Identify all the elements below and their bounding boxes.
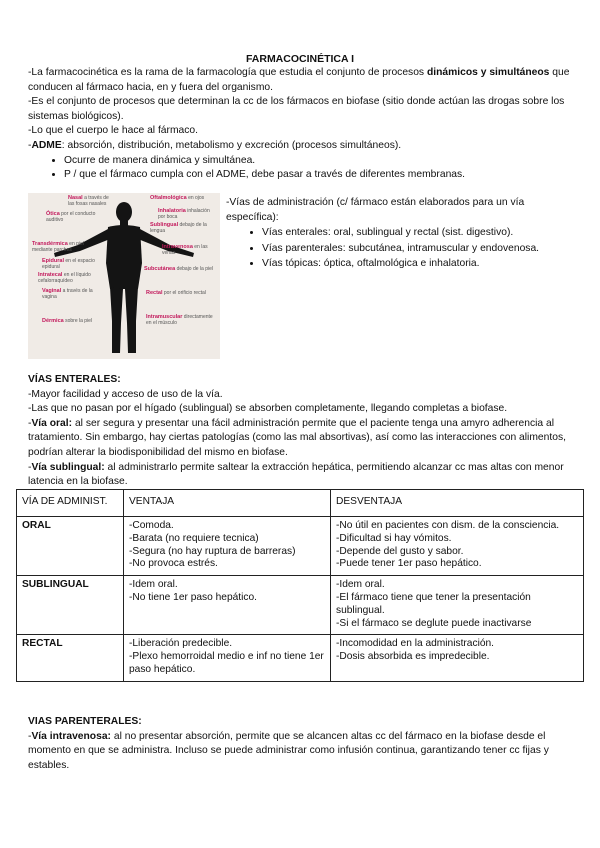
table-row xyxy=(17,576,584,635)
figure-label xyxy=(38,273,102,284)
ventaja-cell xyxy=(124,517,331,576)
figure-label xyxy=(150,196,216,202)
label-title: Sublingual xyxy=(150,222,179,228)
intro-text: : absorción, distribución, metabolismo y excreción (procesos simultáneos). xyxy=(61,139,402,151)
label-text: debajo de la piel xyxy=(176,266,213,272)
label-text: en las venas xyxy=(162,244,208,256)
label-title: Dérmica xyxy=(42,318,64,324)
paragraph-oral: -Vía oral: al ser segura y presentar una fácil administración permite que el paciente tenga una amyro adherencia al tratamiento. Sin embargo, hay ciertas patologías (como las mal absortivas), así como las interacciones con alimentos, podrían alterar la biodisponibilidad del mismo en biofase. xyxy=(28,417,566,458)
section-heading: VIAS PARENTERALES: xyxy=(28,716,142,727)
cell-line: -Dificultad si hay vómitos. xyxy=(336,532,452,544)
desventaja-cell xyxy=(331,517,584,576)
cell-line: -Incomodidad en la administración. xyxy=(336,638,494,650)
figure-label xyxy=(146,291,216,297)
via-cell xyxy=(17,635,124,681)
oral-text: al ser segura y presentar una fácil administración permite que el paciente tenga una amyro adherencia al tratamiento. Sin embargo, hay ciertas patologías (como las mal absortivas), así como las interacciones con alimentos, podrían alterar la biodisponibilidad del mismo en biofase. xyxy=(28,417,566,458)
paragraph: -Las que no pasan por el hígado (sublingual) se absorben completamente, llegando completas a biofase. xyxy=(28,403,508,415)
figure-label xyxy=(42,259,100,270)
parenterales-section xyxy=(28,715,576,773)
table-row xyxy=(17,635,584,681)
figure-label xyxy=(162,245,216,256)
label-title: Vaginal xyxy=(42,288,62,294)
label-title: Ótica xyxy=(46,211,60,217)
label-title: Intratecal xyxy=(38,272,63,278)
cell-line: -El fármaco tiene que tener la presentación sublingual. xyxy=(336,591,531,616)
intro-text: que conducen al fármaco hacia, en y fuera del organismo. xyxy=(28,67,570,93)
label-title: Subcutánea xyxy=(144,266,176,272)
cell-line: -No provoca estrés. xyxy=(129,558,218,570)
label-title: Intramuscular xyxy=(146,314,183,320)
vias-bullet-list xyxy=(226,225,576,271)
cell-line: -Plexo hemorroidal medio e inf no tiene 1er paso hepático. xyxy=(129,651,324,675)
desventaja-cell xyxy=(331,635,584,681)
cell-line: -No útil en pacientes con dism. de la consciencia. xyxy=(336,520,560,531)
label-title: Intravenosa xyxy=(162,244,193,250)
cell-line: -Segura (no hay ruptura de barreras) xyxy=(129,545,296,557)
cell-line: -Barata (no requiere tecnica) xyxy=(129,532,259,544)
label-title: Epidural xyxy=(42,258,65,264)
intro-paragraph-4 xyxy=(28,139,576,154)
cell-line: -Idem oral. xyxy=(336,579,385,591)
label-text: en piel mediante parches xyxy=(32,241,84,253)
figure-label xyxy=(68,196,116,207)
cell-line: -Idem oral. xyxy=(129,579,178,591)
intro-bold-text: dinámicos y simultáneos xyxy=(426,67,550,78)
via-name: ORAL xyxy=(22,520,51,531)
sublingual-text: al administrarlo permite saltear la extracción hepática, permitiendo alcanzar cc mas altas con menor latencia en la biofase. xyxy=(28,461,564,488)
via-cell xyxy=(17,517,124,576)
vias-section xyxy=(226,195,576,271)
list-item: • Vías enterales: oral, sublingual y rectal (sist. digestivo). xyxy=(262,225,576,240)
intro-bullet-list xyxy=(28,154,576,183)
label-title: Oftalmológica xyxy=(150,195,187,201)
intro-paragraph-1 xyxy=(28,66,576,95)
vias-intro: -Vías de administración (c/ fármaco están elaborados para un vía específica): xyxy=(226,197,525,224)
column-header: VENTAJA xyxy=(124,490,331,517)
column-header: VÍA DE ADMINIST. xyxy=(17,490,124,517)
comparison-table xyxy=(16,489,584,682)
cell-line: -Depende del gusto y sabor. xyxy=(336,545,464,557)
figure-label xyxy=(146,315,216,326)
cell-line: -Liberación predecible. xyxy=(129,638,233,650)
label-text: en el espacio epidural xyxy=(42,258,95,270)
column-header: DESVENTAJA xyxy=(331,490,584,517)
label-text: directamente en el músculo xyxy=(146,314,213,326)
label-title: Rectal xyxy=(146,290,163,296)
intro-section xyxy=(28,66,576,183)
routes-figure xyxy=(28,193,220,359)
figure-label xyxy=(46,212,102,223)
cell-line: -No tiene 1er paso hepático. xyxy=(129,591,257,603)
intro-paragraph-3: -Lo que el cuerpo le hace al fármaco. xyxy=(28,125,198,137)
cell-line: -Comoda. xyxy=(129,520,174,531)
table-row xyxy=(17,517,584,576)
intro-paragraph-2: -Es el conjunto de procesos que determinan la cc de los fármacos en biofase (sitio donde actúan las drogas sobre los sistemas biológicos). xyxy=(28,96,565,122)
label-title: Nasal xyxy=(68,195,83,201)
section-heading: VÍAS ENTERALES: xyxy=(28,374,121,385)
oral-label: Vía oral: xyxy=(31,417,73,429)
label-text: en el líquido cefalorraquídeo xyxy=(38,272,91,284)
intro-text: - xyxy=(28,139,32,151)
intro-text: -La farmacocinética es la rama de la farmacología que estudia el conjunto de procesos xyxy=(28,67,427,78)
intravenosa-label: Vía intravenosa: xyxy=(31,730,111,742)
page-title: FARMACOCINÉTICA I xyxy=(245,53,355,65)
label-text: a través de las fosas nasales xyxy=(68,195,109,207)
label-text: por el orificio rectal xyxy=(163,290,206,296)
table-header-row xyxy=(17,490,584,517)
figure-label xyxy=(158,209,216,220)
figure-label xyxy=(42,319,98,325)
cell-line: -Si el fármaco se deglute puede inactivarse xyxy=(336,617,532,629)
list-item: • P / que el fármaco cumpla con el ADME, debe pasar a través de diferentes membranas. xyxy=(64,168,576,183)
label-text: inhalación por boca xyxy=(158,208,210,220)
label-text: por el conducto auditivo xyxy=(46,211,96,223)
list-item: • Ocurre de manera dinámica y simultánea. xyxy=(64,154,576,169)
paragraph-sublingual: -Vía sublingual: al administrarlo permite saltear la extracción hepática, permitiendo alcanzar cc mas altas con menor latencia en la biofase. xyxy=(28,461,564,488)
label-text: en ojos xyxy=(188,195,205,201)
label-text: a través de la vagina xyxy=(42,288,93,300)
figure-label xyxy=(150,223,216,234)
paragraph-intravenosa xyxy=(28,730,576,774)
intravenosa-text: al no presentar absorción, permite que se alcancen altas cc del fármaco en la biofase desde el momento en que se administra. Incluso se puede administrar como infusión continua, garantizando tener cc fijas y estables. xyxy=(28,730,549,771)
label-text: sobre la piel xyxy=(65,318,93,324)
paragraph: -Mayor facilidad y acceso de uso de la vía. xyxy=(28,388,223,400)
iv-prefix: - xyxy=(28,730,32,742)
adme-label: ADME xyxy=(31,139,62,151)
via-name: RECTAL xyxy=(22,638,63,650)
cell-line: -Puede tener 1er paso hepático. xyxy=(336,558,482,570)
desventaja-cell xyxy=(331,576,584,635)
label-text: debajo de la lengua xyxy=(150,222,207,234)
list-item: • Vías tópicas: óptica, oftalmológica e inhalatoria. xyxy=(262,256,576,271)
label-title: Inhalatoria xyxy=(158,208,186,214)
via-cell xyxy=(17,576,124,635)
figure-label xyxy=(144,267,214,273)
cell-line: -Dosis absorbida es impredecible. xyxy=(336,651,490,663)
figure-label xyxy=(32,242,90,253)
list-item: • Vías parenterales: subcutánea, intramuscular y endovenosa. xyxy=(262,241,576,256)
ventaja-cell xyxy=(124,576,331,635)
figure-label xyxy=(42,289,100,300)
via-name: SUBLINGUAL xyxy=(22,579,89,591)
label-title: Transdérmica xyxy=(32,241,68,247)
enterales-section xyxy=(28,373,576,490)
ventaja-cell xyxy=(124,635,331,681)
sublingual-label: Vía sublingual: xyxy=(31,461,105,473)
